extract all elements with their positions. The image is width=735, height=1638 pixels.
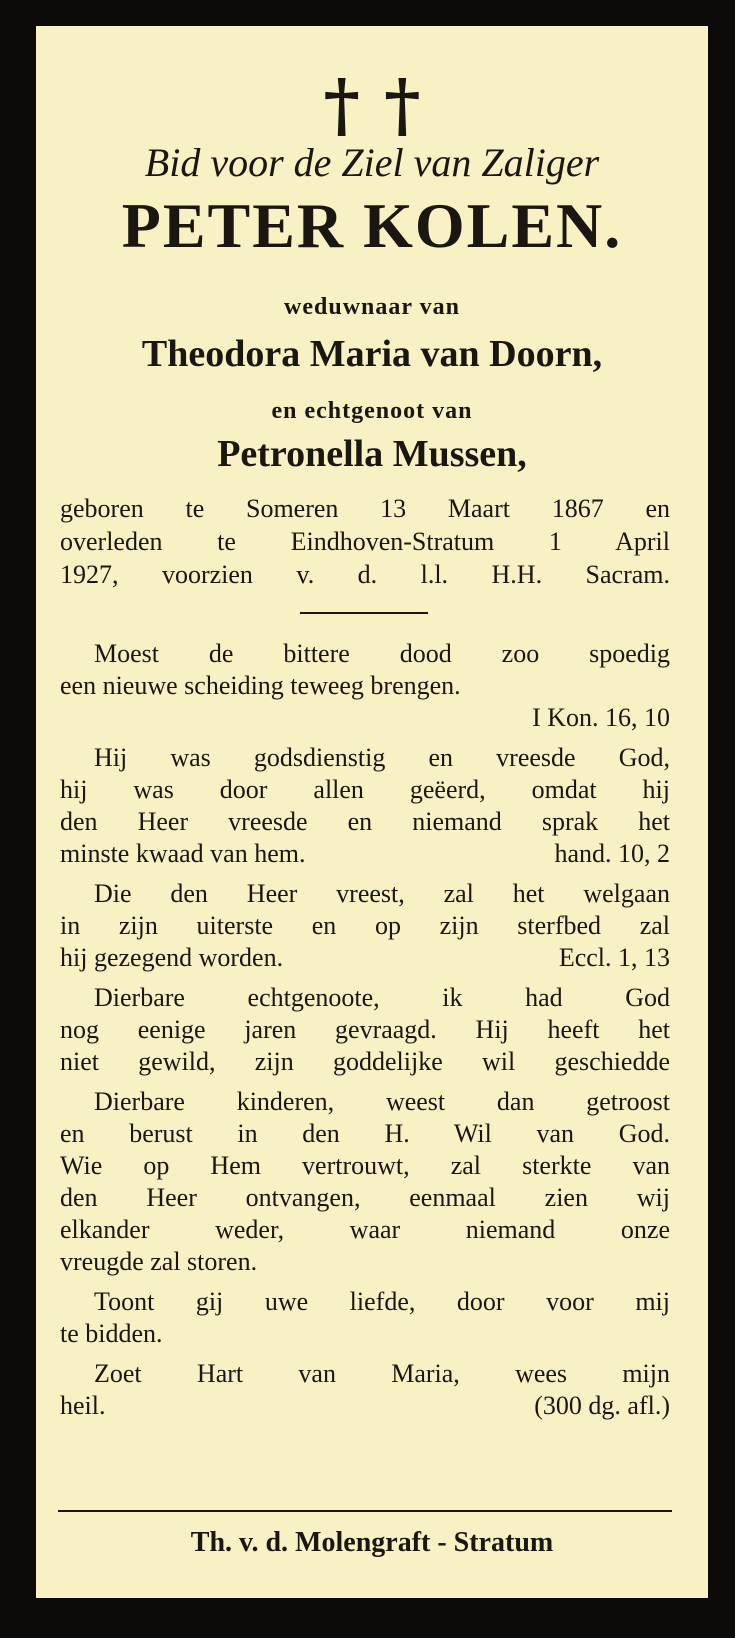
verse-3 [60,878,670,974]
verse-line: heil. [60,1391,106,1420]
verse-line: nog eenige jaren gevraagd. Hij heeft het [60,1015,670,1044]
card-paper [36,26,708,1598]
verse-line: Moest de bittere dood zoo spoedig [94,639,670,668]
cross-icon: † [384,63,421,146]
verse-2 [60,742,670,870]
verse-4 [60,982,670,1078]
verse-line: vreugde zal storen. [60,1247,258,1276]
verse-line: Die den Heer vreest, zal het welgaan [94,879,670,908]
biography [60,492,670,591]
verse-5 [60,1086,670,1278]
verse-line: te bidden. [60,1319,163,1348]
verse-line: Zoet Hart van Maria, wees mijn [94,1359,670,1388]
verse-line: Dierbare kinderen, weest dan getroost [94,1087,670,1116]
printer-credit: Th. v. d. Molengraft - Stratum [190,1527,554,1558]
prayer-heading: Bid voor de Ziel van Zaliger [144,140,600,185]
verse-reference: hand. 10, 2 [554,839,670,868]
verse-line: een nieuwe scheiding teweeg brengen. [60,671,461,700]
verse-line-with-ref [60,942,670,974]
verse-line: Wie op Hem vertrouwt, zal sterkte van [60,1151,670,1180]
verse-reference: Eccl. 1, 13 [558,943,670,972]
spouse-first: Theodora Maria van Doorn, [141,333,603,375]
verses [60,638,670,1430]
bio-line: overleden te Eindhoven-Stratum 1 April [60,527,670,556]
verse-line: minste kwaad van hem. [60,839,306,868]
spouse-second: Petronella Mussen, [217,433,527,475]
relation-widower: weduwnaar van [284,294,460,320]
verse-line: hij was door allen geëerd, omdat hij [60,775,670,804]
verse-line: Toont gij uwe liefde, door voor mij [94,1287,670,1316]
verse-line: den Heer vreesde en niemand sprak het [60,807,670,836]
verse-line: Dierbare echtgenoote, ik had God [94,983,670,1012]
relation-husband: en echtgenoot van [271,398,473,424]
divider-short [300,612,428,614]
verse-line: en berust in den H. Wil van God. [60,1119,670,1148]
verse-line-with-ref [60,1390,670,1422]
bio-line: geboren te Someren 13 Maart 1867 en [60,494,670,523]
verse-line: in zijn uiterste en op zijn sterfbed zal [60,911,670,940]
verse-line: Hij was godsdienstig en vreesde God, [94,743,670,772]
crosses [36,63,708,146]
verse-6 [60,1286,670,1350]
verse-reference: I Kon. 16, 10 [532,703,670,732]
divider-long [58,1510,672,1512]
bio-line: 1927, voorzien v. d. l.l. H.H. Sacram. [60,560,670,589]
cross-icon: † [323,63,360,146]
verse-line: elkander weder, waar niemand onze [60,1215,670,1244]
indulgence-note: (300 dg. afl.) [534,1391,670,1420]
verse-1 [60,638,670,734]
verse-line: niet gewild, zijn goddelijke wil geschiedde [60,1047,670,1076]
verse-line: hij gezegend worden. [60,943,284,972]
verse-line: den Heer ontvangen, eenmaal zien wij [60,1183,670,1212]
verse-7 [60,1358,670,1422]
deceased-name: PETER KOLEN. [121,190,623,261]
verse-line-with-ref [60,838,670,870]
